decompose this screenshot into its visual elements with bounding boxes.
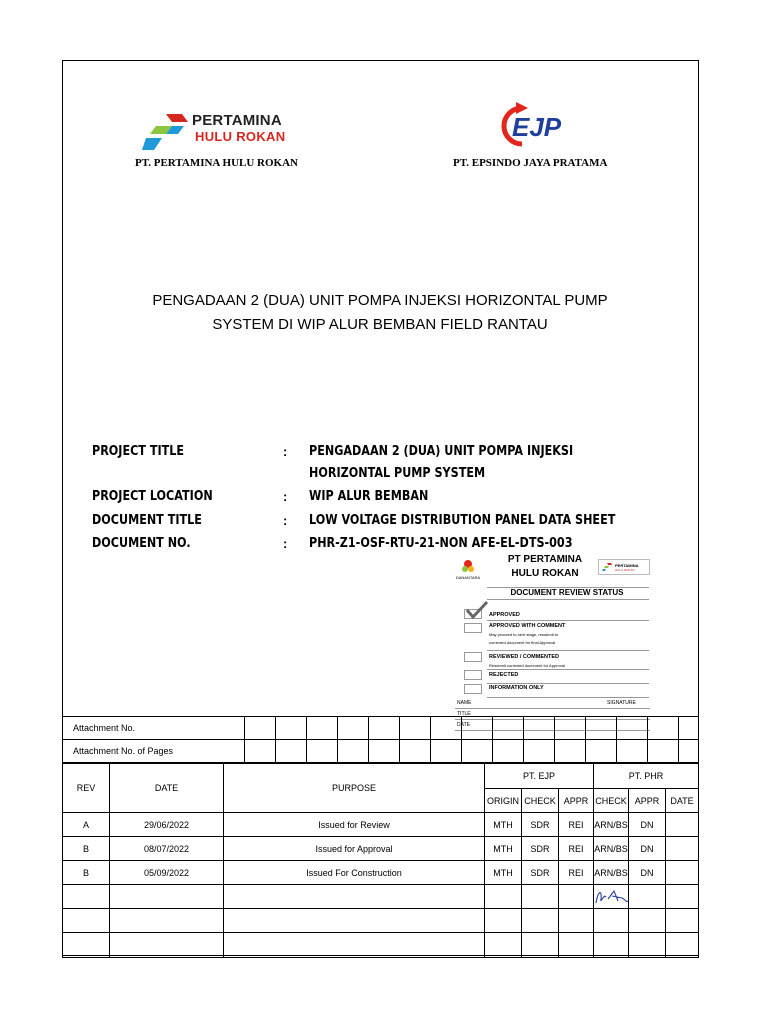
cell-phr-check: ARN/BS [594, 837, 629, 861]
project-title-value-2: HORIZONTAL PUMP SYSTEM [309, 466, 486, 481]
cell-phr-appr: DN [629, 837, 666, 861]
colon: : [283, 513, 288, 528]
header-pt-phr: PT. PHR [594, 764, 699, 789]
attachment-cell [493, 717, 524, 740]
attachment-cell [586, 717, 617, 740]
empty-cell [485, 909, 522, 933]
project-title-value-1: PENGADAAN 2 (DUA) UNIT POMPA INJEKSI [309, 444, 574, 459]
empty-cell [485, 885, 522, 909]
attachment-no-label: Attachment No. [63, 717, 245, 740]
cell-phr-date [666, 861, 699, 885]
cell-phr-date [666, 813, 699, 837]
stamp-divider [487, 669, 649, 670]
table-row [63, 933, 699, 958]
ejp-logo [494, 100, 584, 150]
attachment-cell [555, 717, 586, 740]
attachment-cell [679, 740, 699, 763]
stamp-company [485, 553, 605, 581]
empty-cell [629, 885, 666, 909]
company-name-phr: PT. PERTAMINA HULU ROKAN [135, 157, 298, 169]
cell-rev: A [63, 813, 110, 837]
attachment-cell [338, 717, 369, 740]
empty-cell [666, 933, 699, 958]
empty-cell [63, 933, 110, 958]
attachment-cell [462, 717, 493, 740]
header-origin: ORIGIN [485, 789, 522, 813]
stamp-pertamina-wordmark: PERTAMINA [615, 563, 639, 568]
attachment-cell [555, 740, 586, 763]
project-location-value: WIP ALUR BEMBAN [309, 489, 429, 504]
header-phr-appr: APPR [629, 789, 666, 813]
status-approved: APPROVED [489, 612, 520, 618]
revision-table [62, 763, 699, 958]
signature-cell [594, 885, 629, 909]
danantara-logo [457, 557, 479, 579]
attachment-cell [245, 717, 276, 740]
attachment-cell [648, 740, 679, 763]
cell-origin: MTH [485, 813, 522, 837]
header-pt-ejp: PT. EJP [485, 764, 594, 789]
attachment-cell [431, 740, 462, 763]
stamp-hulu-rokan-wordmark: HULU ROKAN [615, 568, 635, 572]
cell-check: SDR [522, 861, 559, 885]
empty-cell [110, 933, 224, 958]
header-phr-check: CHECK [594, 789, 629, 813]
company-name-ejp: PT. EPSINDO JAYA PRATAMA [453, 157, 608, 169]
colon: : [283, 444, 288, 459]
stamp-divider [487, 697, 649, 698]
attachment-cell [431, 717, 462, 740]
stamp-heading: DOCUMENT REVIEW STATUS [510, 588, 624, 597]
header-check: CHECK [522, 789, 559, 813]
empty-cell [594, 933, 629, 958]
project-title-label: PROJECT TITLE [92, 444, 185, 459]
cell-origin: MTH [485, 837, 522, 861]
empty-cell [559, 885, 594, 909]
attachment-cell [276, 740, 307, 763]
status-reviewed: REVIEWED / COMMENTED [489, 654, 559, 660]
document-title-label: DOCUMENT TITLE [92, 513, 202, 528]
attachment-pages-row [63, 740, 699, 763]
main-title-line-1: PENGADAAN 2 (DUA) UNIT POMPA INJEKSI HORIZONTAL PUMP [152, 292, 608, 309]
cell-origin: MTH [485, 861, 522, 885]
project-location-label: PROJECT LOCATION [92, 489, 213, 504]
cell-phr-appr: DN [629, 861, 666, 885]
checkmark-icon [465, 600, 489, 620]
attachment-cell [369, 717, 400, 740]
colon: : [283, 536, 288, 551]
empty-cell [559, 933, 594, 958]
header-phr-date: DATE [666, 789, 699, 813]
cell-date: 05/09/2022 [110, 861, 224, 885]
approved-with-comment-checkbox [464, 623, 482, 633]
attachment-cell [617, 717, 648, 740]
pertamina-wordmark: PERTAMINA [192, 112, 282, 129]
empty-cell [522, 909, 559, 933]
attachment-cell [338, 740, 369, 763]
ejp-wordmark: EJP [512, 112, 562, 142]
cell-purpose: Issued For Construction [224, 861, 485, 885]
attachment-cell [524, 717, 555, 740]
cell-phr-date [666, 837, 699, 861]
cell-purpose: Issued for Approval [224, 837, 485, 861]
attachment-cell [307, 717, 338, 740]
empty-cell [224, 933, 485, 958]
empty-cell [666, 885, 699, 909]
reviewed-checkbox [464, 652, 482, 662]
empty-cell [110, 885, 224, 909]
empty-cell [629, 933, 666, 958]
attachment-pages-label: Attachment No. of Pages [63, 740, 245, 763]
status-note: May proceed to next stage, resubmit to [489, 632, 559, 637]
header-date: DATE [110, 764, 224, 813]
empty-cell [629, 909, 666, 933]
attachment-cell [648, 717, 679, 740]
cell-date: 08/07/2022 [110, 837, 224, 861]
stamp-divider [487, 650, 649, 651]
cell-check: SDR [522, 837, 559, 861]
pertamina-small-emblem-icon [602, 563, 612, 571]
cell-check: SDR [522, 813, 559, 837]
attachment-cell [307, 740, 338, 763]
hulu-rokan-wordmark: HULU ROKAN [195, 129, 286, 144]
stamp-pertamina-logo [598, 559, 650, 575]
cell-phr-appr: DN [629, 813, 666, 837]
revision-header-row [63, 764, 699, 789]
attachment-cell [524, 740, 555, 763]
header-purpose: PURPOSE [224, 764, 485, 813]
rejected-checkbox [464, 670, 482, 680]
attachment-cell [462, 740, 493, 763]
status-information-only: INFORMATION ONLY [489, 685, 544, 691]
attachment-row [63, 717, 699, 740]
document-review-stamp [455, 553, 650, 733]
header-rev: REV [63, 764, 110, 813]
document-no-value: PHR-Z1-OSF-RTU-21-NON AFE-EL-DTS-003 [309, 536, 573, 551]
information-only-checkbox [464, 684, 482, 694]
attachment-cell [400, 717, 431, 740]
status-rejected: REJECTED [489, 672, 519, 678]
document-title-value: LOW VOLTAGE DISTRIBUTION PANEL DATA SHEET [309, 513, 616, 528]
empty-cell [110, 909, 224, 933]
cell-rev: B [63, 861, 110, 885]
cell-date: 29/06/2022 [110, 813, 224, 837]
danantara-logo-text: DANANTARA [455, 575, 481, 580]
stamp-divider [455, 708, 650, 709]
empty-cell [224, 909, 485, 933]
empty-cell [485, 933, 522, 958]
pertamina-hulu-rokan-logo [142, 112, 307, 152]
empty-cell [666, 909, 699, 933]
empty-cell [63, 885, 110, 909]
empty-cell [224, 885, 485, 909]
pertamina-emblem-icon [142, 112, 190, 152]
empty-cell [594, 909, 629, 933]
attachment-cell [276, 717, 307, 740]
stamp-divider [487, 683, 649, 684]
cell-appr: REI [559, 837, 594, 861]
table-row [63, 813, 699, 837]
empty-cell [522, 885, 559, 909]
attachment-table [62, 716, 699, 763]
empty-cell [522, 933, 559, 958]
table-row [63, 861, 699, 885]
stamp-title-label: TITLE [457, 711, 471, 717]
status-note: corrected document for final Approval [489, 640, 556, 645]
cell-appr: REI [559, 813, 594, 837]
main-title [100, 289, 660, 337]
cell-purpose: Issued for Review [224, 813, 485, 837]
attachment-cell [493, 740, 524, 763]
header-appr: APPR [559, 789, 594, 813]
document-no-label: DOCUMENT NO. [92, 536, 191, 551]
attachment-cell [679, 717, 699, 740]
ejp-emblem-icon [494, 100, 584, 150]
cell-phr-check: ARN/BS [594, 813, 629, 837]
empty-cell [559, 909, 594, 933]
colon: : [283, 489, 288, 504]
stamp-name-label: NAME [457, 700, 472, 706]
table-row [63, 885, 699, 909]
attachment-cell [369, 740, 400, 763]
stamp-divider [487, 599, 649, 600]
stamp-signature-label: SIGNATURE [607, 700, 636, 706]
empty-cell [63, 909, 110, 933]
table-row [63, 909, 699, 933]
attachment-cell [586, 740, 617, 763]
table-row [63, 837, 699, 861]
cell-appr: REI [559, 861, 594, 885]
handwritten-signature-icon [592, 885, 632, 907]
stamp-company-line-1: PT PERTAMINA [507, 554, 583, 565]
stamp-company-line-2: HULU ROKAN [511, 568, 579, 579]
status-note: Resubmit corrected document for Approval [489, 663, 565, 668]
stamp-divider [487, 620, 649, 621]
stamp-date-label: DATE [457, 722, 470, 728]
status-approved-with-comment: APPROVED WITH COMMENT [489, 623, 566, 629]
cell-phr-check: ARN/BS [594, 861, 629, 885]
main-title-line-2: SYSTEM DI WIP ALUR BEMBAN FIELD RANTAU [212, 316, 548, 333]
attachment-cell [617, 740, 648, 763]
attachment-cell [400, 740, 431, 763]
cell-rev: B [63, 837, 110, 861]
attachment-cell [245, 740, 276, 763]
